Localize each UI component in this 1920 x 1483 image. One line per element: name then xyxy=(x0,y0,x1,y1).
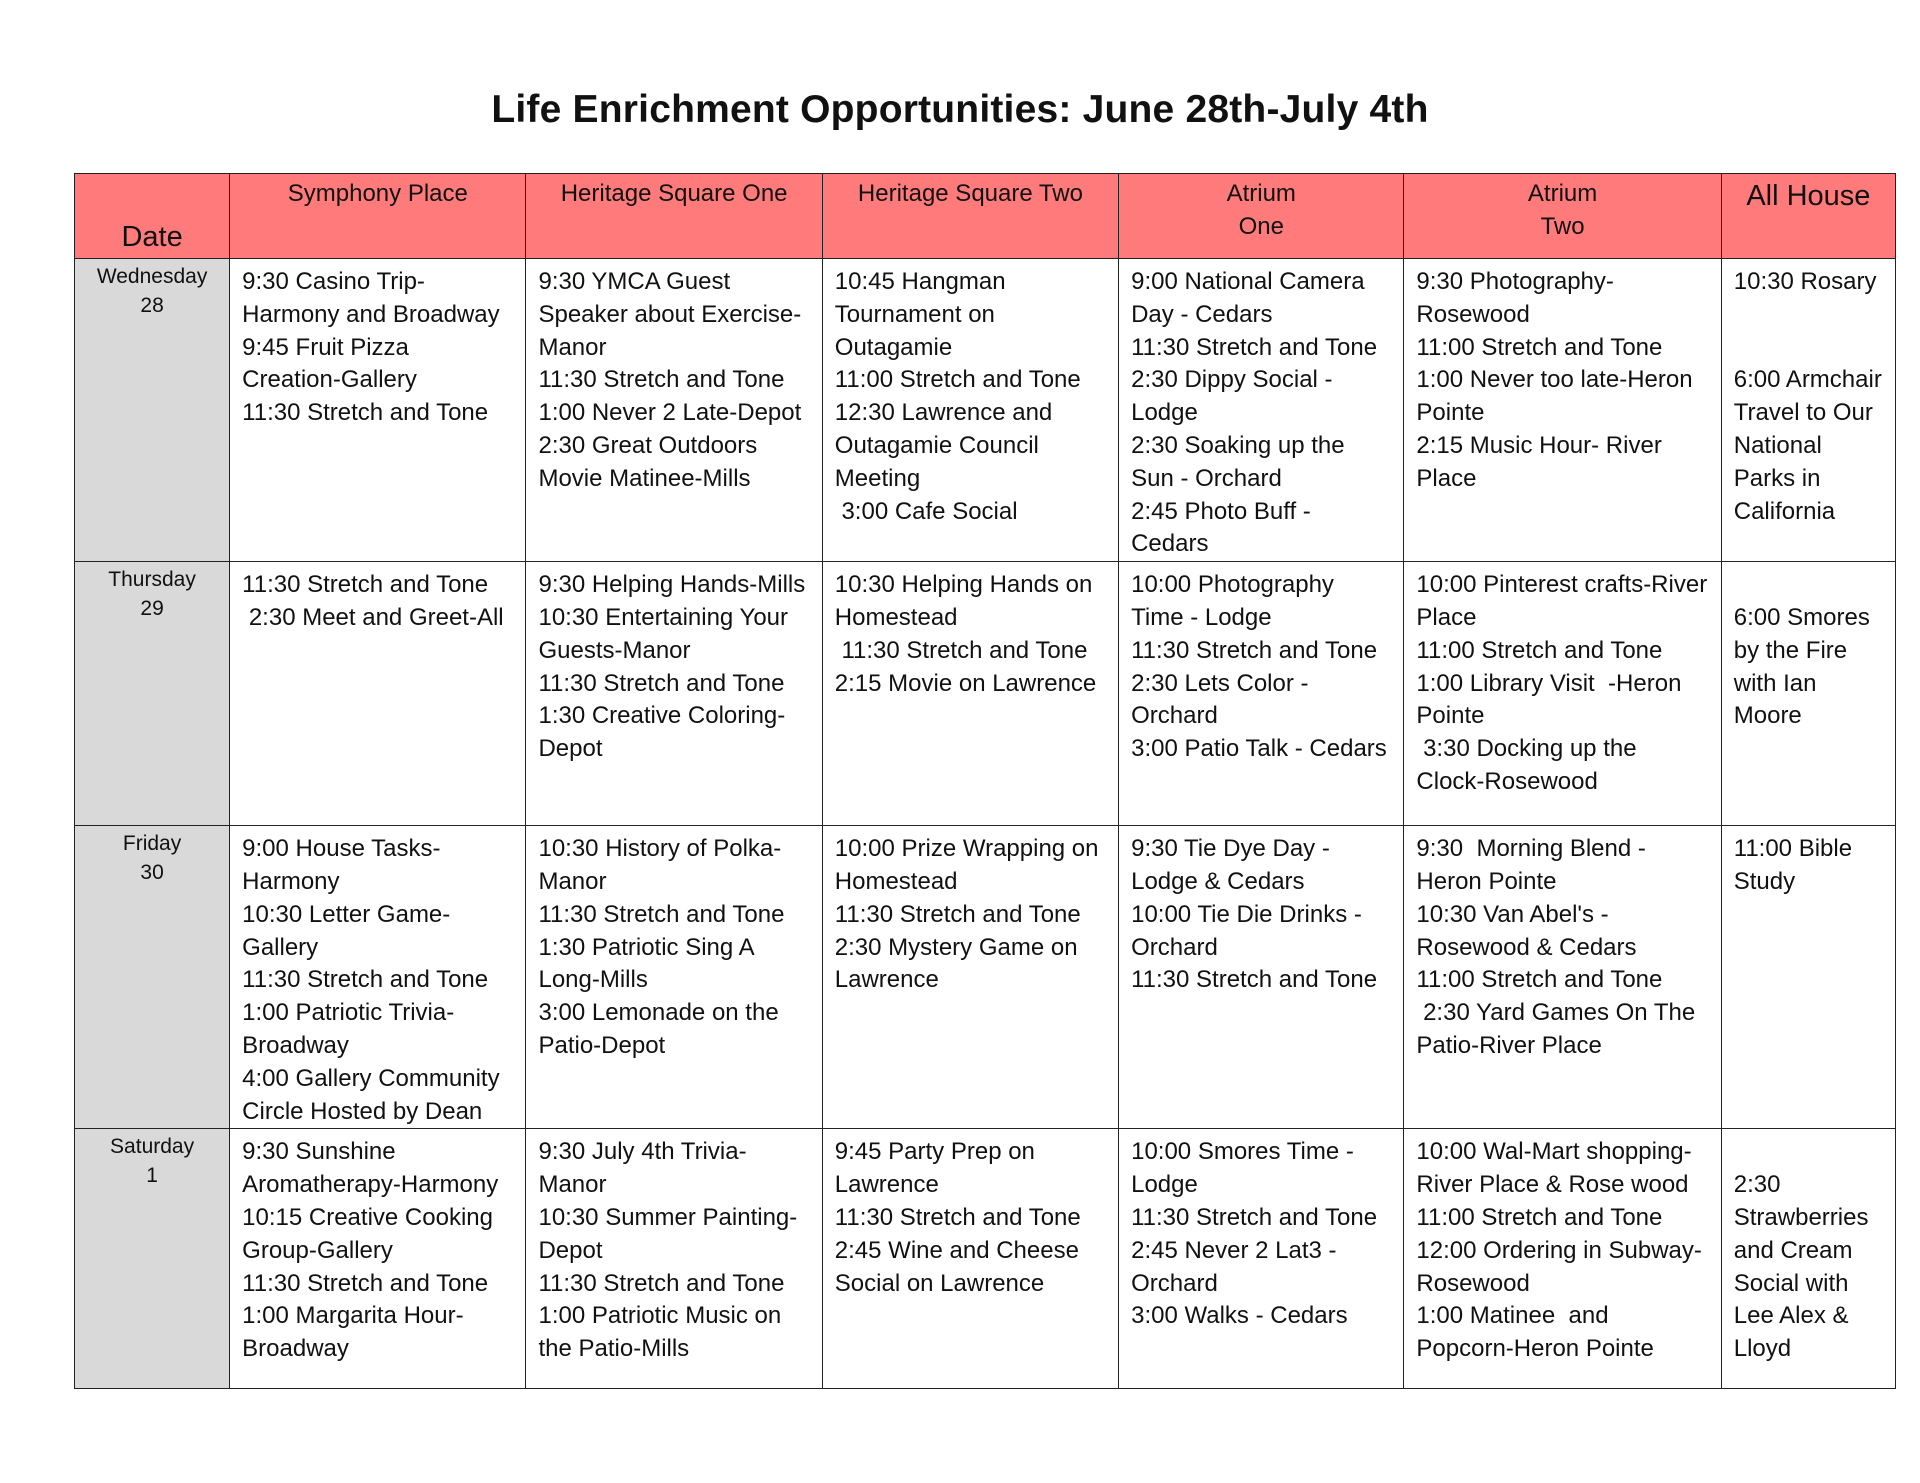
event-item: 11:30 Stretch and Tone xyxy=(242,966,489,994)
event-item: 11:30 Stretch and Tone xyxy=(538,1269,785,1297)
event-item: 12:00 Ordering in Subway-Rosewood xyxy=(1416,1236,1702,1297)
day-cell xyxy=(75,562,230,826)
event-item: 10:30 Helping Hands on Homestead xyxy=(834,571,1099,631)
day-cell xyxy=(75,826,230,1129)
event-item: 2:30 Strawberries and Cream Social with Lee Alex & Lloyd xyxy=(1733,1171,1876,1363)
event-item: 1:00 Patriotic Trivia-Broadway xyxy=(242,999,455,1059)
event-item: 11:30 Stretch and Tone xyxy=(834,636,1088,664)
event-item: 10:30 Entertaining Your Guests-Manor xyxy=(538,603,795,664)
event-item: 11:00 Bible Study xyxy=(1733,835,1859,895)
atrium-two-cell xyxy=(1404,1129,1721,1389)
header-heritage-square-two: Heritage Square Two xyxy=(822,174,1118,259)
day-row xyxy=(75,259,1896,562)
event-item: 12:30 Lawrence and Outagamie Council Meeting xyxy=(834,399,1059,492)
day-row xyxy=(75,1129,1896,1389)
event-item: 10:00 Tie Die Drinks - Orchard xyxy=(1131,900,1369,961)
event-item: 1:00 Matinee and Popcorn-Heron Pointe xyxy=(1416,1302,1654,1363)
day-number: 29 xyxy=(140,597,164,621)
event-item: 10:00 Smores Time - Lodge xyxy=(1131,1138,1361,1199)
header-atrium-two xyxy=(1404,174,1721,259)
event-item: 9:45 Party Prep on Lawrence xyxy=(834,1138,1042,1199)
event-item: 10:00 Photography Time - Lodge xyxy=(1131,571,1341,631)
event-item: 2:15 Movie on Lawrence xyxy=(834,669,1097,697)
heritage-square-one-cell xyxy=(526,259,822,562)
header-atrium-one-line2: One xyxy=(1238,212,1284,240)
event-item: 2:45 Photo Buff - Cedars xyxy=(1131,497,1318,558)
atrium-two-cell xyxy=(1404,826,1721,1129)
day-number: 28 xyxy=(140,294,164,317)
event-item: 11:30 Stretch and Tone xyxy=(242,399,489,427)
event-item: 9:30 Sunshine Aromatherapy-Harmony xyxy=(242,1138,499,1199)
heritage-square-two-cell xyxy=(822,259,1118,562)
event-item: 11:00 Stretch and Tone xyxy=(834,366,1081,394)
atrium-two-cell xyxy=(1404,259,1721,562)
event-item: 11:30 Stretch and Tone xyxy=(1131,1203,1378,1231)
event-item: 11:30 Stretch and Tone xyxy=(1131,966,1378,994)
atrium-one-cell xyxy=(1119,1129,1404,1389)
event-item: 11:00 Stretch and Tone xyxy=(1416,636,1663,664)
event-item: 10:45 Hangman Tournament on Outagamie xyxy=(834,268,1012,361)
event-item: 1:00 Never too late-Heron Pointe xyxy=(1416,366,1700,427)
page-title: Life Enrichment Opportunities: June 28th-July 4th xyxy=(491,88,1429,131)
event-item: 1:30 Patriotic Sing A Long-Mills xyxy=(538,933,760,994)
atrium-one-cell xyxy=(1119,259,1404,562)
header-atrium-one xyxy=(1119,174,1404,259)
event-item: 1:00 Never 2 Late-Depot xyxy=(538,399,802,427)
event-item: 9:30 Helping Hands-Mills xyxy=(538,571,806,599)
event-item: 11:30 Stretch and Tone xyxy=(538,900,785,928)
header-date: Date xyxy=(75,174,230,259)
event-item: 9:45 Fruit Pizza Creation-Gallery xyxy=(242,333,417,394)
event-item xyxy=(1734,1136,1889,1169)
event-item: 2:30 Dippy Social - Lodge xyxy=(1131,366,1340,427)
heritage-square-two-cell xyxy=(822,826,1118,1129)
event-item: 10:15 Creative Cooking Group-Gallery xyxy=(242,1203,500,1264)
all-house-cell xyxy=(1721,562,1895,826)
event-item: 11:30 Stretch and Tone xyxy=(834,1203,1081,1231)
event-item: 3:00 Patio Talk - Cedars xyxy=(1131,735,1387,763)
event-item: 2:30 Meet and Greet-All xyxy=(242,603,504,631)
event-item: 11:00 Stretch and Tone xyxy=(1416,1203,1663,1231)
all-house-cell xyxy=(1721,826,1895,1129)
event-item: 6:00 Armchair Travel to Our National Parks in California xyxy=(1733,366,1889,525)
heritage-square-two-cell xyxy=(822,562,1118,826)
event-item: 2:30 Great Outdoors Movie Matinee-Mills xyxy=(538,431,764,492)
header-atrium-one-line1: Atrium xyxy=(1226,180,1296,207)
event-item: 6:00 Smores by the Fire with Ian Moore xyxy=(1733,603,1877,730)
day-name: Wednesday xyxy=(96,265,208,288)
header-all-house: All House xyxy=(1721,174,1895,259)
day-name: Thursday xyxy=(108,568,196,592)
event-item xyxy=(1734,299,1889,332)
event-item: 10:30 Rosary xyxy=(1733,268,1877,295)
header-heritage-square-one: Heritage Square One xyxy=(526,174,822,259)
event-item: 3:00 Cafe Social xyxy=(834,497,1018,525)
event-item: 10:00 Pinterest crafts-River Place xyxy=(1416,571,1714,631)
event-item: 11:00 Stretch and Tone xyxy=(1416,333,1663,361)
day-name: Saturday xyxy=(110,1135,195,1159)
event-item: 9:30 Casino Trip-Harmony and Broadway xyxy=(242,268,500,328)
event-item: 2:30 Yard Games On The Patio-River Place xyxy=(1416,999,1702,1059)
event-item: 9:30 July 4th Trivia-Manor xyxy=(538,1138,747,1199)
day-cell xyxy=(75,259,230,562)
heritage-square-one-cell xyxy=(526,826,822,1129)
event-item: 11:30 Stretch and Tone xyxy=(538,366,785,394)
event-item: 3:00 Lemonade on the Patio-Depot xyxy=(538,999,786,1059)
event-item: 9:00 House Tasks-Harmony xyxy=(242,835,441,895)
event-item: 9:30 YMCA Guest Speaker about Exercise-Manor xyxy=(538,268,802,361)
event-item: 10:30 Summer Painting-Depot xyxy=(538,1203,798,1264)
event-item: 10:00 Wal-Mart shopping- River Place & Rose wood xyxy=(1416,1138,1699,1199)
event-item: 1:00 Margarita Hour-Broadway xyxy=(242,1302,464,1363)
event-item: 1:00 Library Visit -Heron Pointe xyxy=(1416,669,1689,730)
heritage-square-one-cell xyxy=(526,1129,822,1389)
symphony-place-cell xyxy=(230,1129,526,1389)
atrium-one-cell xyxy=(1119,562,1404,826)
event-item: 2:30 Lets Color - Orchard xyxy=(1131,669,1316,730)
event-item: 11:30 Stretch and Tone xyxy=(242,571,489,599)
event-item: 10:30 Letter Game-Gallery xyxy=(242,900,451,961)
event-item: 2:30 Mystery Game on Lawrence xyxy=(834,933,1085,994)
day-row xyxy=(75,826,1896,1129)
atrium-one-cell xyxy=(1119,826,1404,1129)
heritage-square-one-cell xyxy=(526,562,822,826)
day-number: 30 xyxy=(140,861,164,885)
event-item: 1:30 Creative Coloring-Depot xyxy=(538,702,786,763)
event-item: 4:00 Gallery Community Circle Hosted by Dean xyxy=(242,1064,507,1125)
event-item: 3:00 Walks - Cedars xyxy=(1131,1302,1348,1330)
day-number: 1 xyxy=(146,1164,158,1188)
event-item xyxy=(1734,332,1889,365)
event-item: 9:30 Tie Dye Day - Lodge & Cedars xyxy=(1131,835,1337,895)
symphony-place-cell xyxy=(230,562,526,826)
event-item: 11:00 Stretch and Tone xyxy=(1416,966,1663,994)
event-item: 1:00 Patriotic Music on the Patio-Mills xyxy=(538,1302,788,1363)
symphony-place-cell xyxy=(230,826,526,1129)
event-item: 9:00 National Camera Day - Cedars xyxy=(1131,268,1372,328)
event-item: 2:45 Never 2 Lat3 - Orchard xyxy=(1131,1236,1344,1297)
event-item: 11:30 Stretch and Tone xyxy=(538,669,785,697)
event-item: 11:30 Stretch and Tone xyxy=(242,1269,489,1297)
event-item: 2:30 Soaking up the Sun - Orchard xyxy=(1131,431,1352,492)
event-item: 11:30 Stretch and Tone xyxy=(834,900,1081,928)
event-item: 9:30 Morning Blend - Heron Pointe xyxy=(1416,835,1653,895)
event-item xyxy=(1734,569,1889,602)
event-item: 10:00 Prize Wrapping on Homestead xyxy=(834,835,1106,895)
day-name: Friday xyxy=(122,832,182,856)
event-item: 2:15 Music Hour- River Place xyxy=(1416,431,1669,492)
all-house-cell xyxy=(1721,1129,1895,1389)
event-item: 10:30 History of Polka-Manor xyxy=(538,835,782,895)
event-item: 3:30 Docking up the Clock-Rosewood xyxy=(1416,735,1644,795)
header-symphony-place: Symphony Place xyxy=(230,174,526,259)
day-row xyxy=(75,562,1896,826)
atrium-two-cell xyxy=(1404,562,1721,826)
event-item: 11:30 Stretch and Tone xyxy=(1131,636,1378,664)
event-item: 2:45 Wine and Cheese Social on Lawrence xyxy=(834,1236,1086,1297)
day-cell xyxy=(75,1129,230,1389)
event-item: 9:30 Photography-Rosewood xyxy=(1416,268,1614,328)
symphony-place-cell xyxy=(230,259,526,562)
all-house-cell xyxy=(1721,259,1895,562)
heritage-square-two-cell xyxy=(822,1129,1118,1389)
event-item: 11:30 Stretch and Tone xyxy=(1131,333,1378,361)
schedule-table xyxy=(74,173,1896,1389)
header-atrium-two-line2: Two xyxy=(1540,212,1585,240)
header-row xyxy=(75,174,1896,259)
event-item: 10:30 Van Abel's - Rosewood & Cedars xyxy=(1416,900,1637,961)
header-atrium-two-line1: Atrium xyxy=(1527,180,1598,207)
